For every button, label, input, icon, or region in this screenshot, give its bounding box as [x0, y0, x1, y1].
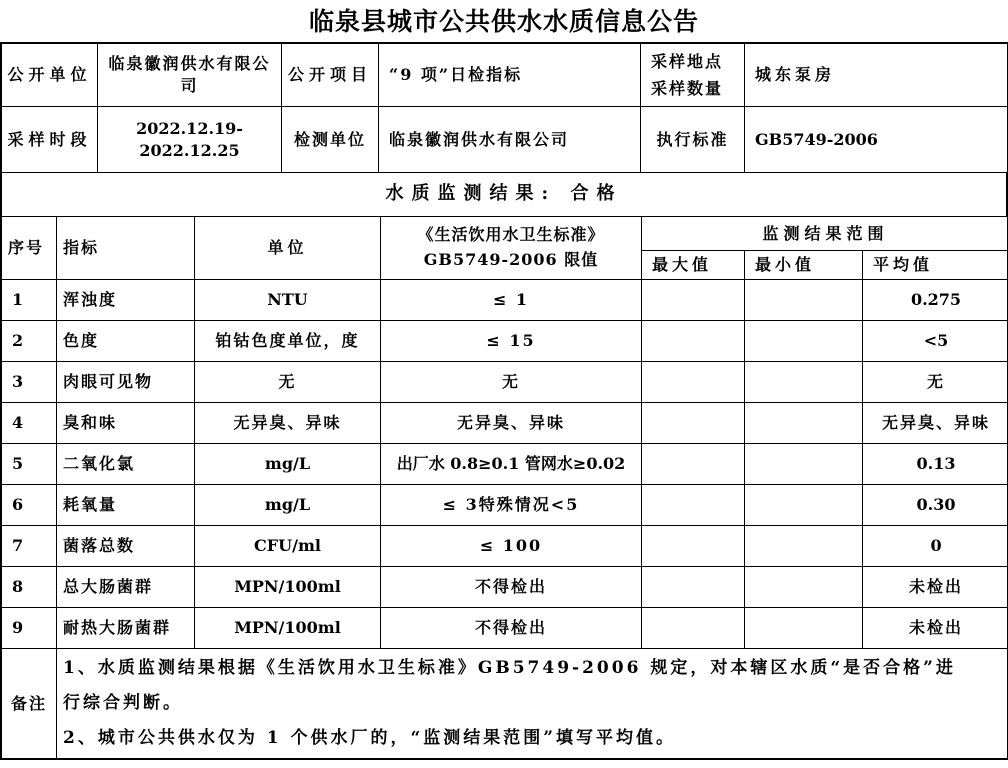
- row-avg: 0.30: [863, 485, 1008, 526]
- header-limit-line1: 《生活饮用水卫生标准》: [385, 223, 637, 248]
- header-limit: [381, 217, 642, 280]
- row-no: 9: [2, 608, 57, 649]
- table-row: [2, 444, 1008, 485]
- row-max: [642, 526, 745, 567]
- standard-label: 执行标准: [641, 107, 745, 173]
- row-min: [745, 280, 863, 321]
- header-max: 最大值: [642, 251, 745, 280]
- row-indicator: 二氧化氯: [57, 444, 195, 485]
- row-unit: mg/L: [195, 444, 381, 485]
- standard-value: GB5749-2006: [745, 107, 1008, 173]
- row-avg: <5: [863, 321, 1008, 362]
- test-unit-value: 临泉徽润供水有限公司: [379, 107, 641, 173]
- row-limit: 不得检出: [381, 567, 642, 608]
- sampling-location-value: 城东泵房: [745, 44, 1008, 107]
- row-max: [642, 485, 745, 526]
- row-no: 4: [2, 403, 57, 444]
- row-no: 5: [2, 444, 57, 485]
- sampling-period-label: 采样时段: [2, 107, 98, 173]
- row-limit: 无异臭、异味: [381, 403, 642, 444]
- notes-table: [1, 648, 1008, 759]
- header-min: 最小值: [745, 251, 863, 280]
- result-banner-table: [1, 172, 1007, 217]
- row-max: [642, 567, 745, 608]
- row-indicator: 菌落总数: [57, 526, 195, 567]
- row-limit: 不得检出: [381, 608, 642, 649]
- row-unit: MPN/100ml: [195, 608, 381, 649]
- header-row-1: [2, 217, 1008, 251]
- header-unit: 单位: [195, 217, 381, 280]
- row-avg: 0.275: [863, 280, 1008, 321]
- row-unit: 无异臭、异味: [195, 403, 381, 444]
- indicators-table: [1, 216, 1008, 649]
- row-unit: CFU/ml: [195, 526, 381, 567]
- public-unit-value: 临泉徽润供水有限公司: [98, 44, 282, 107]
- table-row: [2, 485, 1008, 526]
- row-indicator: 臭和味: [57, 403, 195, 444]
- public-unit-label: 公开单位: [2, 44, 98, 107]
- row-max: [642, 362, 745, 403]
- row-avg: 无异臭、异味: [863, 403, 1008, 444]
- announcement-table: [0, 42, 1008, 760]
- sampling-site-count-label: [641, 44, 745, 107]
- row-limit: ≤ 3特殊情况<5: [381, 485, 642, 526]
- announcement-page: [0, 7, 1008, 760]
- row-min: [745, 321, 863, 362]
- row-max: [642, 444, 745, 485]
- row-indicator: 浑浊度: [57, 280, 195, 321]
- row-min: [745, 608, 863, 649]
- notes-content: [57, 649, 1008, 759]
- row-avg: 无: [863, 362, 1008, 403]
- row-min: [745, 444, 863, 485]
- table-row: [2, 280, 1008, 321]
- row-max: [642, 280, 745, 321]
- result-banner-row: [2, 173, 1007, 217]
- row-no: 3: [2, 362, 57, 403]
- row-min: [745, 526, 863, 567]
- row-no: 2: [2, 321, 57, 362]
- row-limit: 无: [381, 362, 642, 403]
- row-no: 6: [2, 485, 57, 526]
- row-no: 1: [2, 280, 57, 321]
- row-unit: MPN/100ml: [195, 567, 381, 608]
- notes-label: 备注: [2, 649, 57, 759]
- row-avg: 未检出: [863, 567, 1008, 608]
- note-line-1: 1、水质监测结果根据《生活饮用水卫生标准》GB5749-2006 规定，对本辖区水质“是否合格”进行综合判断。: [63, 651, 963, 721]
- header-indicator: 指标: [57, 217, 195, 280]
- table-row: [2, 567, 1008, 608]
- row-limit: ≤ 15: [381, 321, 642, 362]
- table-row: [2, 403, 1008, 444]
- notes-row: [2, 649, 1008, 759]
- sampling-period-value: 2022.12.19-2022.12.25: [98, 107, 282, 173]
- row-unit: 铂钴色度单位，度: [195, 321, 381, 362]
- row-avg: 未检出: [863, 608, 1008, 649]
- sampling-site-label: 采样地点: [651, 48, 740, 75]
- header-range-group: 监测结果范围: [642, 217, 1008, 251]
- row-max: [642, 608, 745, 649]
- row-avg: 0: [863, 526, 1008, 567]
- row-no: 8: [2, 567, 57, 608]
- row-unit: mg/L: [195, 485, 381, 526]
- row-unit: 无: [195, 362, 381, 403]
- row-min: [745, 362, 863, 403]
- page-title: 临泉县城市公共供水水质信息公告: [0, 7, 1008, 37]
- row-limit: ≤ 1: [381, 280, 642, 321]
- row-indicator: 色度: [57, 321, 195, 362]
- row-no: 7: [2, 526, 57, 567]
- row-limit: 出厂水 0.8≥0.1 管网水≥0.02: [381, 444, 642, 485]
- public-item-value: “9 项”日检指标: [379, 44, 641, 107]
- sampling-count-label: 采样数量: [651, 75, 740, 102]
- info-row-2: [2, 107, 1008, 173]
- table-row: [2, 362, 1008, 403]
- table-row: [2, 608, 1008, 649]
- test-unit-label: 检测单位: [282, 107, 379, 173]
- row-indicator: 总大肠菌群: [57, 567, 195, 608]
- row-indicator: 耐热大肠菌群: [57, 608, 195, 649]
- row-max: [642, 403, 745, 444]
- row-indicator: 耗氧量: [57, 485, 195, 526]
- row-min: [745, 403, 863, 444]
- header-no: 序号: [2, 217, 57, 280]
- result-banner: 水质监测结果: 合格: [2, 173, 1007, 217]
- row-max: [642, 321, 745, 362]
- row-unit: NTU: [195, 280, 381, 321]
- header-limit-line2: GB5749-2006 限值: [385, 248, 637, 273]
- row-min: [745, 485, 863, 526]
- note-line-2: 2、城市公共供水仅为 1 个供水厂的，“监测结果范围”填写平均值。: [63, 721, 963, 756]
- row-avg: 0.13: [863, 444, 1008, 485]
- row-indicator: 肉眼可见物: [57, 362, 195, 403]
- header-avg: 平均值: [863, 251, 1008, 280]
- info-row-1: [2, 44, 1008, 107]
- table-row: [2, 321, 1008, 362]
- row-min: [745, 567, 863, 608]
- table-row: [2, 526, 1008, 567]
- row-limit: ≤ 100: [381, 526, 642, 567]
- public-item-label: 公开项目: [282, 44, 379, 107]
- info-table: [1, 43, 1008, 173]
